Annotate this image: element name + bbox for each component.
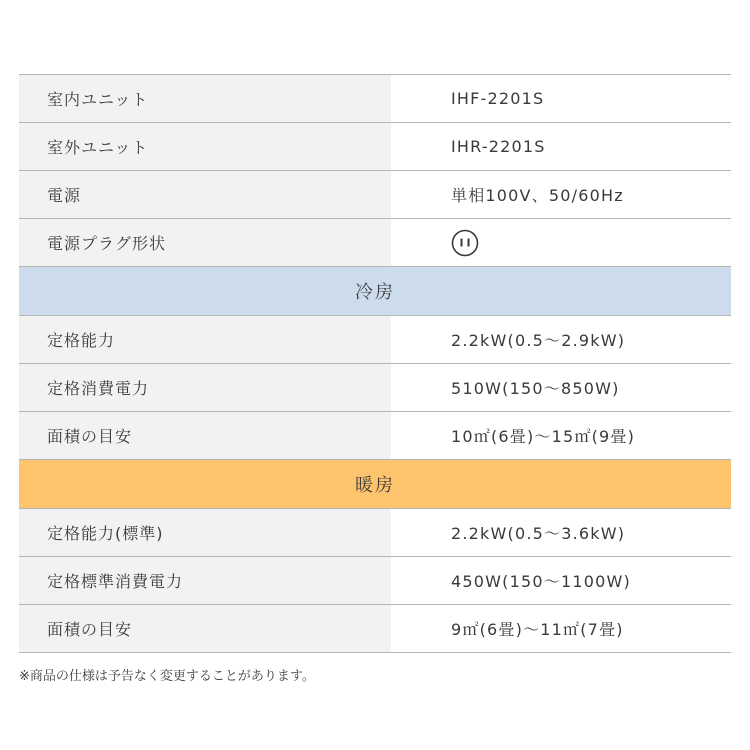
row-value: 2.2kW(0.5〜2.9kW) (391, 316, 731, 363)
row-value (391, 219, 731, 266)
row-label: 電源 (19, 171, 391, 218)
row-label: 定格能力 (19, 316, 391, 363)
row-label: 室内ユニット (19, 75, 391, 122)
row-value: IHF-2201S (391, 75, 731, 122)
row-label: 定格能力(標準) (19, 509, 391, 556)
row-value: 2.2kW(0.5〜3.6kW) (391, 509, 731, 556)
table-row-heating-area (19, 605, 731, 653)
row-label: 面積の目安 (19, 412, 391, 459)
row-value: 単相100V、50/60Hz (391, 171, 731, 218)
table-row-heating-power-consumption (19, 557, 731, 605)
row-label: 定格消費電力 (19, 364, 391, 411)
row-label: 室外ユニット (19, 123, 391, 170)
table-row-outdoor-unit (19, 123, 731, 171)
power-plug-outlet-icon (451, 229, 479, 257)
table-row-cooling-area (19, 412, 731, 460)
row-label: 定格標準消費電力 (19, 557, 391, 604)
row-label: 電源プラグ形状 (19, 219, 391, 266)
row-value: 450W(150〜1100W) (391, 557, 731, 604)
row-value: 510W(150〜850W) (391, 364, 731, 411)
row-value: 9㎡(6畳)〜11㎡(7畳) (391, 605, 731, 652)
table-row-cooling-capacity (19, 316, 731, 364)
row-label: 面積の目安 (19, 605, 391, 652)
spec-change-note: ※商品の仕様は予告なく変更することがあります。 (19, 669, 315, 684)
table-row-plug-shape (19, 219, 731, 267)
table-row-power-source (19, 171, 731, 219)
table-row-heating-capacity (19, 509, 731, 557)
spec-table (19, 74, 731, 653)
section-header-cooling: 冷房 (19, 267, 731, 316)
row-value: IHR-2201S (391, 123, 731, 170)
table-row-indoor-unit (19, 75, 731, 123)
table-row-cooling-power-consumption (19, 364, 731, 412)
row-value: 10㎡(6畳)〜15㎡(9畳) (391, 412, 731, 459)
section-header-heating: 暖房 (19, 460, 731, 509)
